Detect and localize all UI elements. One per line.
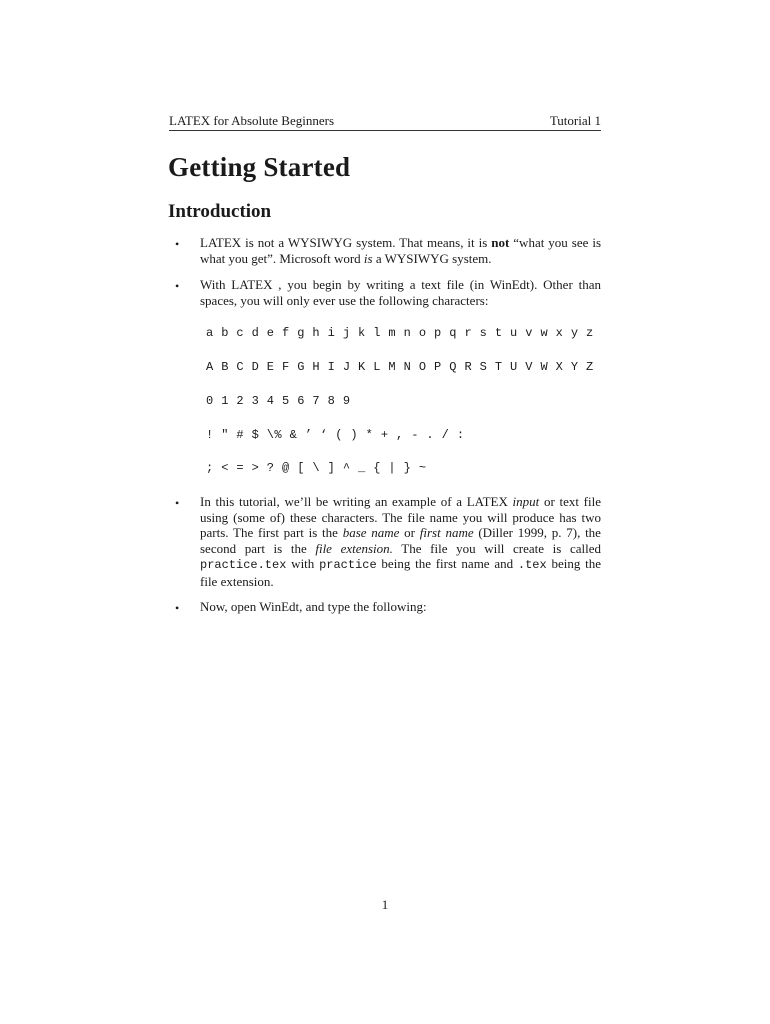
emphasis-span: first name: [419, 525, 474, 540]
text-span: (Diller 1999, p. 7), the second part is the: [200, 525, 601, 556]
bullet-marker-3: •: [175, 496, 180, 510]
text-span: In this tutorial, we’ll be writing an example of a LATEX: [200, 494, 513, 509]
emphasis-span: file extension.: [315, 540, 393, 556]
char-row-digits: 0 1 2 3 4 5 6 7 8 9: [206, 394, 351, 408]
char-row-symbols-2: ; < = > ? @ [ \ ] ^ _ { | } ~: [206, 461, 427, 475]
char-row-symbols-1: ! " # $ \% & ’ ‘ ( ) * + , - . / :: [206, 428, 465, 442]
bold-span: not: [491, 235, 510, 250]
text-span: with: [286, 556, 320, 571]
char-row-lowercase: a b c d e f g h i j k l m n o p q r s t u v w x y z: [206, 326, 594, 340]
char-row-uppercase: A B C D E F G H I J K L M N O P Q R S T U V W X Y Z: [206, 360, 594, 374]
header-right: Tutorial 1: [549, 113, 601, 128]
section-heading: Introduction: [168, 201, 272, 222]
text-span: or: [399, 525, 420, 540]
text-span: LATEX is not a WYSIWYG system. That means, it is: [200, 235, 492, 250]
page-number: 1: [381, 897, 389, 912]
header-left: LATEX for Absolute Beginners: [169, 113, 335, 128]
bullet-marker-2: •: [175, 279, 180, 293]
text-span: or text file using (some of) these characters. The file name you will produce has two parts. The first part is the: [200, 494, 601, 540]
text-span: being the first name and: [376, 556, 518, 571]
running-header: [169, 112, 601, 131]
code-span: practice.tex: [200, 558, 287, 572]
text-span: a WYSIWYG system.: [372, 250, 492, 266]
bullet-item-3: [200, 494, 601, 589]
bullet-marker-4: •: [175, 601, 180, 615]
code-span: .tex: [517, 558, 547, 572]
code-span: practice: [319, 558, 377, 572]
bullet-item-4: Now, open WinEdt, and type the following:: [200, 599, 427, 614]
emphasis-span: input: [512, 494, 540, 509]
text-span: “what you see is what you get”. Microsoft word: [200, 235, 602, 266]
emphasis-span: is: [363, 250, 373, 266]
text-span: The file you will create is called: [392, 540, 601, 556]
page-title: Getting Started: [168, 152, 351, 182]
bullet-item-2: With LATEX , you begin by writing a text file (in WinEdt). Other than spaces, you will only ever use the following characters:: [200, 277, 601, 308]
text-span: being the file extension.: [200, 556, 601, 589]
bullet-item-1: [200, 235, 601, 266]
emphasis-span: base name: [342, 525, 400, 540]
bullet-marker-1: •: [175, 237, 180, 251]
